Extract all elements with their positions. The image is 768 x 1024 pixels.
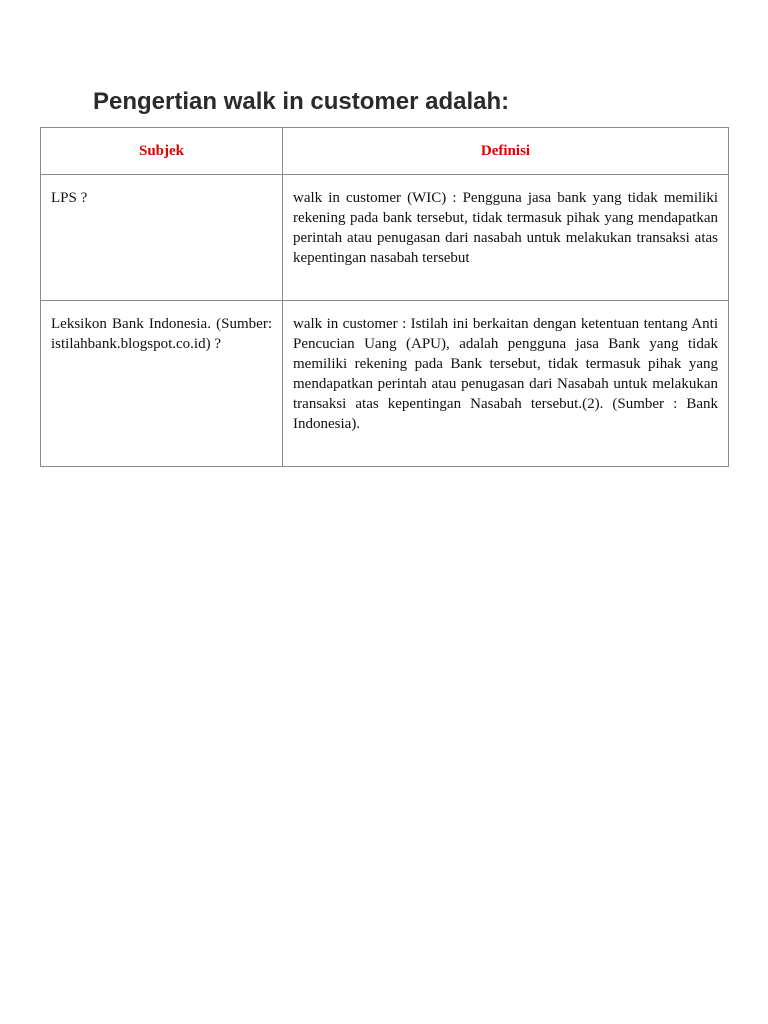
definition-cell: walk in customer (WIC) : Pengguna jasa bank yang tidak memiliki rekening pada bank tersebut, tidak termasuk pihak yang mendapatkan perintah atau penugasan dari nasabah untuk melakukan transaksi atas kepentingan nasabah tersebut [283,175,729,301]
column-header-subjek: Subjek [41,128,283,175]
definition-cell: walk in customer : Istilah ini berkaitan dengan ketentuan tentang Anti Pencucian Uang (APU), adalah pengguna jasa Bank yang tidak memiliki rekening pada Bank tersebut, tidak termasuk pihak yang mendapatkan perintah atau penugasan dari Nasabah untuk melakukan transaksi atas kepentingan Nasabah tersebut.(2). (Sumber : Bank Indonesia). [283,301,729,467]
table-header-row [41,128,729,175]
subject-cell: Leksikon Bank Indonesia. (Sumber: istilahbank.blogspot.co.id) ? [41,301,283,467]
column-header-definisi: Definisi [283,128,729,175]
table-row [41,301,729,467]
page-title: Pengertian walk in customer adalah: [93,88,510,115]
subject-cell: LPS ? [41,175,283,301]
definition-table [40,127,729,467]
table-row [41,175,729,301]
